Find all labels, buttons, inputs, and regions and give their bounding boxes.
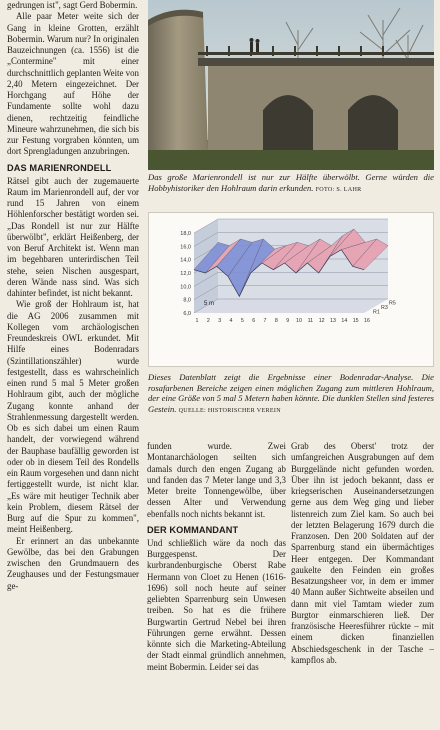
x-tick-label: 15 [352, 318, 359, 324]
photo-caption [148, 172, 434, 195]
article-column-middle [147, 441, 286, 673]
x-tick-label: 3 [218, 318, 222, 324]
radar-chart-svg [149, 213, 433, 366]
x-tick-label: 16 [364, 318, 370, 324]
x-tick-label: 9 [286, 318, 290, 324]
article-column-right [291, 441, 434, 666]
photo-credit: FOTO: S. LAHR [315, 186, 362, 193]
floor [194, 299, 388, 313]
paragraph: Wie groß der Hohlraum ist, hat die AG 2006 zusammen mit Kollegen vom archäologischen Freundeskreis OWL erkundet. Mit Hilfe eines Bodenradars (Szintillationszähler) wurde festgestellt, dass es wahrscheinlich einen rund 5 mal 5 Meter großen Hohlraum gibt, auch der mögliche Zugang konnte anhand der Strahlenmessung dargestellt werden. Ob es sich dabei um einen Raum handelt, der vorwiegend während der Bauphase baufällig geworden ist oder ob in diesem Teil des Rondells ein Raum vorgesehen und dann nicht fertiggestellt wurde, ist nicht klar. „Es wäre mit heutiger Technik aber kein Problem, diesem Rätsel der Burg auf die Spur zu kommen", meint Heißenberg. [7, 299, 139, 535]
y-tick-label: 12,0 [180, 271, 191, 277]
castle-photo-illustration [148, 0, 434, 170]
x-tick-label: 10 [296, 318, 302, 324]
paragraph: Grab des Oberst' trotz der umfangreichen Ausgrabungen auf dem Burggelände nicht gefunden worden. Über ihn ist jedoch bekannt, dass er kriegserischen Auseinandersetzungen gerne aus dem Weg ging und lieber listenreich zum Ziel kam. So auch bei der letzten Belagerung 1679 durch die Franzosen. Den 200 Soldaten auf der Sparrenburg stand ein übermächtiges Heer entgegen. Der Kommandant gaukelte den Feinden ein großes Besatzungsheer vor, in dem er immer 40 Mann außer Sichtweite abseilen und dann mit viel Tamtam wieder zum Burgtor einmarschieren ließ. Der französische Heeresführer rückte – mit einem dicken finanziellen Abschiedsgeschenk in der Tasche – kampflos ab. [291, 441, 434, 665]
x-tick-label: 4 [229, 318, 233, 324]
x-tick-label: 8 [274, 318, 278, 324]
inner-size-label: 5 m [204, 301, 215, 307]
y-tick-label: 8,0 [183, 297, 191, 304]
x-tick-label: 12 [318, 318, 325, 324]
radar-chart [148, 212, 434, 367]
x-tick-label: 5 [240, 318, 244, 324]
x-tick-label: 6 [252, 318, 256, 324]
depth-tick-label: R5 [389, 300, 396, 307]
chart-credit: QUELLE: HISTORISCHER VEREIN [178, 407, 281, 414]
caption-text: Dieses Datenblatt zeigt die Ergebnisse einer Bodenradar-Analyse. Die rosafarbenen Bereiche zeigen einen möglichen Zugang zum mittleren Hohlraum, der eine Größe von 5 mal 5 Metern haben könnte. Die dunklen Stellen sind festeres Gestein. [148, 372, 434, 414]
y-tick-label: 18,0 [180, 231, 191, 237]
x-tick-label: 14 [341, 318, 348, 324]
paragraph: funden wurde. Zwei Montanarchäologen seilten sich damals durch den engen Zugang ab und fanden das 7 Meter lange und 3,3 Meter breite Tonnengewölbe, über dessen Alter und Verwendung ebenfalls noch nichts bekannt ist. [147, 441, 286, 519]
x-tick-label: 1 [195, 318, 199, 324]
chart-caption [148, 372, 434, 416]
section-heading-marienrondell: DAS MARIENRONDELL [7, 162, 112, 173]
x-tick-label: 11 [307, 318, 314, 324]
y-tick-label: 14,0 [180, 257, 191, 264]
paragraph: gedrungen ist", sagt Gerd Bobermin. [7, 0, 138, 10]
y-tick-label: 16,0 [180, 244, 191, 251]
caption-text: Das große Marienrondell ist nur zur Hälfte überwölbt. Gerne würden die Hobbyhistoriker den Hohlraum darin erkunden. [148, 172, 434, 193]
section-heading-kommandant: DER KOMMANDANT [147, 524, 239, 535]
paragraph: Alle paar Meter weite sich der Gang in kleine Grotten, erzählt Bobermin. Warum nur? In originalen Bauzeichnungen (ca. 1556) ist die „Contermine" mit einer durchschnittlich geplanten Weite von 2,40 Metern eingezeichnet. Der Horchgang auf Höhe der Fundamente sollte wohl dazu dienen, rechtzeitig feindliche Mineure wahrzunehmen, die sich bis zur Festung vorgraben könnten, um dort Sprengladungen anzubringen. [7, 11, 139, 157]
x-tick-label: 2 [206, 318, 210, 324]
depth-tick-label: R1 [373, 309, 380, 316]
depth-tick-label: R3 [381, 305, 388, 311]
article-column-left [7, 0, 139, 592]
paragraph: Er erinnert an das unbekannte Gewölbe, das bei den Grabungen zwischen den Grundmauern des Zeughauses und der Festungsmauer ge- [7, 535, 139, 591]
paragraph: Und schließlich wäre da noch das Burggespenst. Der kurbrandenburgische Oberst Rabe Hermann von Cloet zu Henen (1616-1696) soll noch heute auf seiner geliebten Sparrenburg sein Unwesen treiben. So hat es die frühere Burgwartin Gertrud Nebel bei ihren Führungen gerne erwähnt. Dessen könnte sich die Marketing-Abteilung der Stadt einmal gründlich annehmen, meint Bobermin. Leider sei das [147, 537, 286, 672]
x-tick-label: 13 [330, 318, 336, 324]
photo-marienrondell [148, 0, 434, 170]
paragraph: Rätsel gibt auch der zugemauerte Raum im Marienrondell auf, der vor rund 15 Jahren von einem Höhlenforscher bestätigt worden sei. „Das Rondell ist nur zur Hälfte überwölbt", erklärt Heißenberg, der von Beruf Architekt ist. Wenn man im begehbaren unterirdischen Teil stehe, seien Nischen ausgespart, deren Wände nass sind. Was sich dahinter befindet, ist nicht bekannt. [7, 175, 139, 298]
y-tick-label: 6,0 [183, 311, 191, 317]
y-tick-label: 10,0 [180, 284, 191, 291]
x-tick-label: 7 [263, 318, 267, 324]
